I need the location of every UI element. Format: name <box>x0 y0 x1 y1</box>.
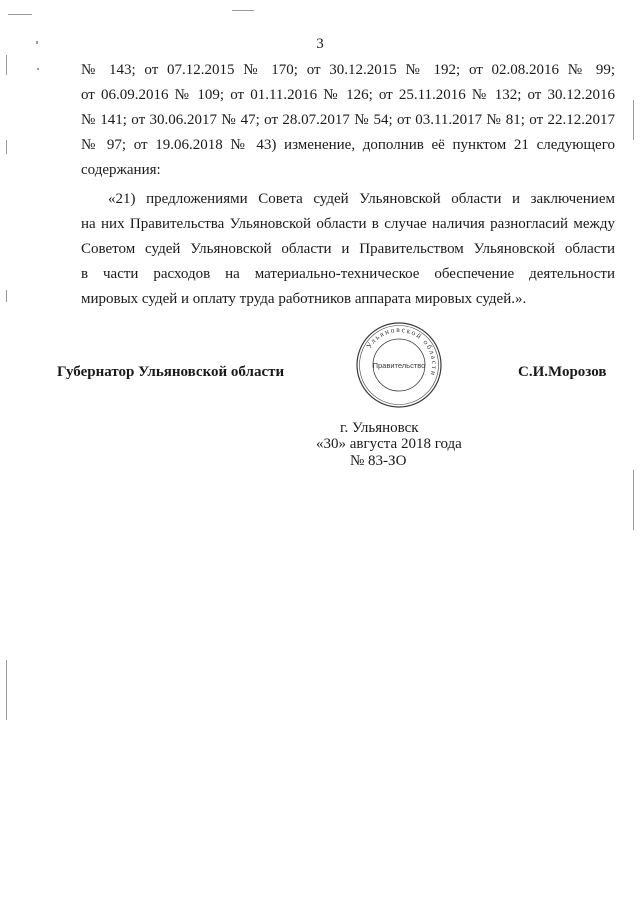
signatory-name: С.И.Морозов <box>518 364 607 380</box>
scan-artifact-left-edge <box>6 55 7 75</box>
text-line: № 141; от 30.06.2017 № 47; от 28.07.2017 № 54; от 03.11.2017 № 81; от 22.12.2017 <box>81 112 615 128</box>
law-number: № 83-ЗО <box>350 453 407 469</box>
text-line: в части расходов на материально-техническое обеспечение деятельности <box>81 266 615 282</box>
signatory-title: Губернатор Ульяновской области <box>57 364 285 380</box>
text-line: мировых судей и оплату труда работников аппарата мировых судей.». <box>81 291 527 307</box>
scan-artifact-left-edge <box>6 290 7 302</box>
scan-artifact-right-edge <box>633 470 634 530</box>
scan-artifact-left-dot <box>37 68 39 70</box>
text-line: № 143; от 07.12.2015 № 170; от 30.12.2015 № 192; от 02.08.2016 № 99; <box>81 62 615 78</box>
text-line: «21) предложениями Совета судей Ульяновской области и заключением <box>108 191 615 207</box>
scan-artifact-top-center <box>232 10 254 11</box>
text-line: на них Правительства Ульяновской области в случае наличия разногласий между <box>81 216 615 232</box>
scan-artifact-left-edge <box>6 140 7 154</box>
seal-center-text: Правительство <box>372 361 426 370</box>
page-number: 3 <box>316 36 324 52</box>
signing-date: «30» августа 2018 года <box>316 436 462 452</box>
text-line: содержания: <box>81 162 161 178</box>
text-line: от 06.09.2016 № 109; от 01.11.2016 № 126; от 25.11.2016 № 132; от 30.12.2016 <box>81 87 615 103</box>
seal-ring-text: Ульяновской области <box>364 324 440 378</box>
signing-city: г. Ульяновск <box>340 420 419 436</box>
scan-artifact-top-left <box>8 14 32 15</box>
text-line: № 97; от 19.06.2018 № 43) изменение, дополнив её пунктом 21 следующего <box>81 137 615 153</box>
official-seal <box>354 320 444 410</box>
scan-artifact-left-edge <box>6 660 7 720</box>
scan-artifact-right-edge <box>633 100 634 140</box>
text-line: Советом судей Ульяновской области и Правительством Ульяновской области <box>81 241 615 257</box>
